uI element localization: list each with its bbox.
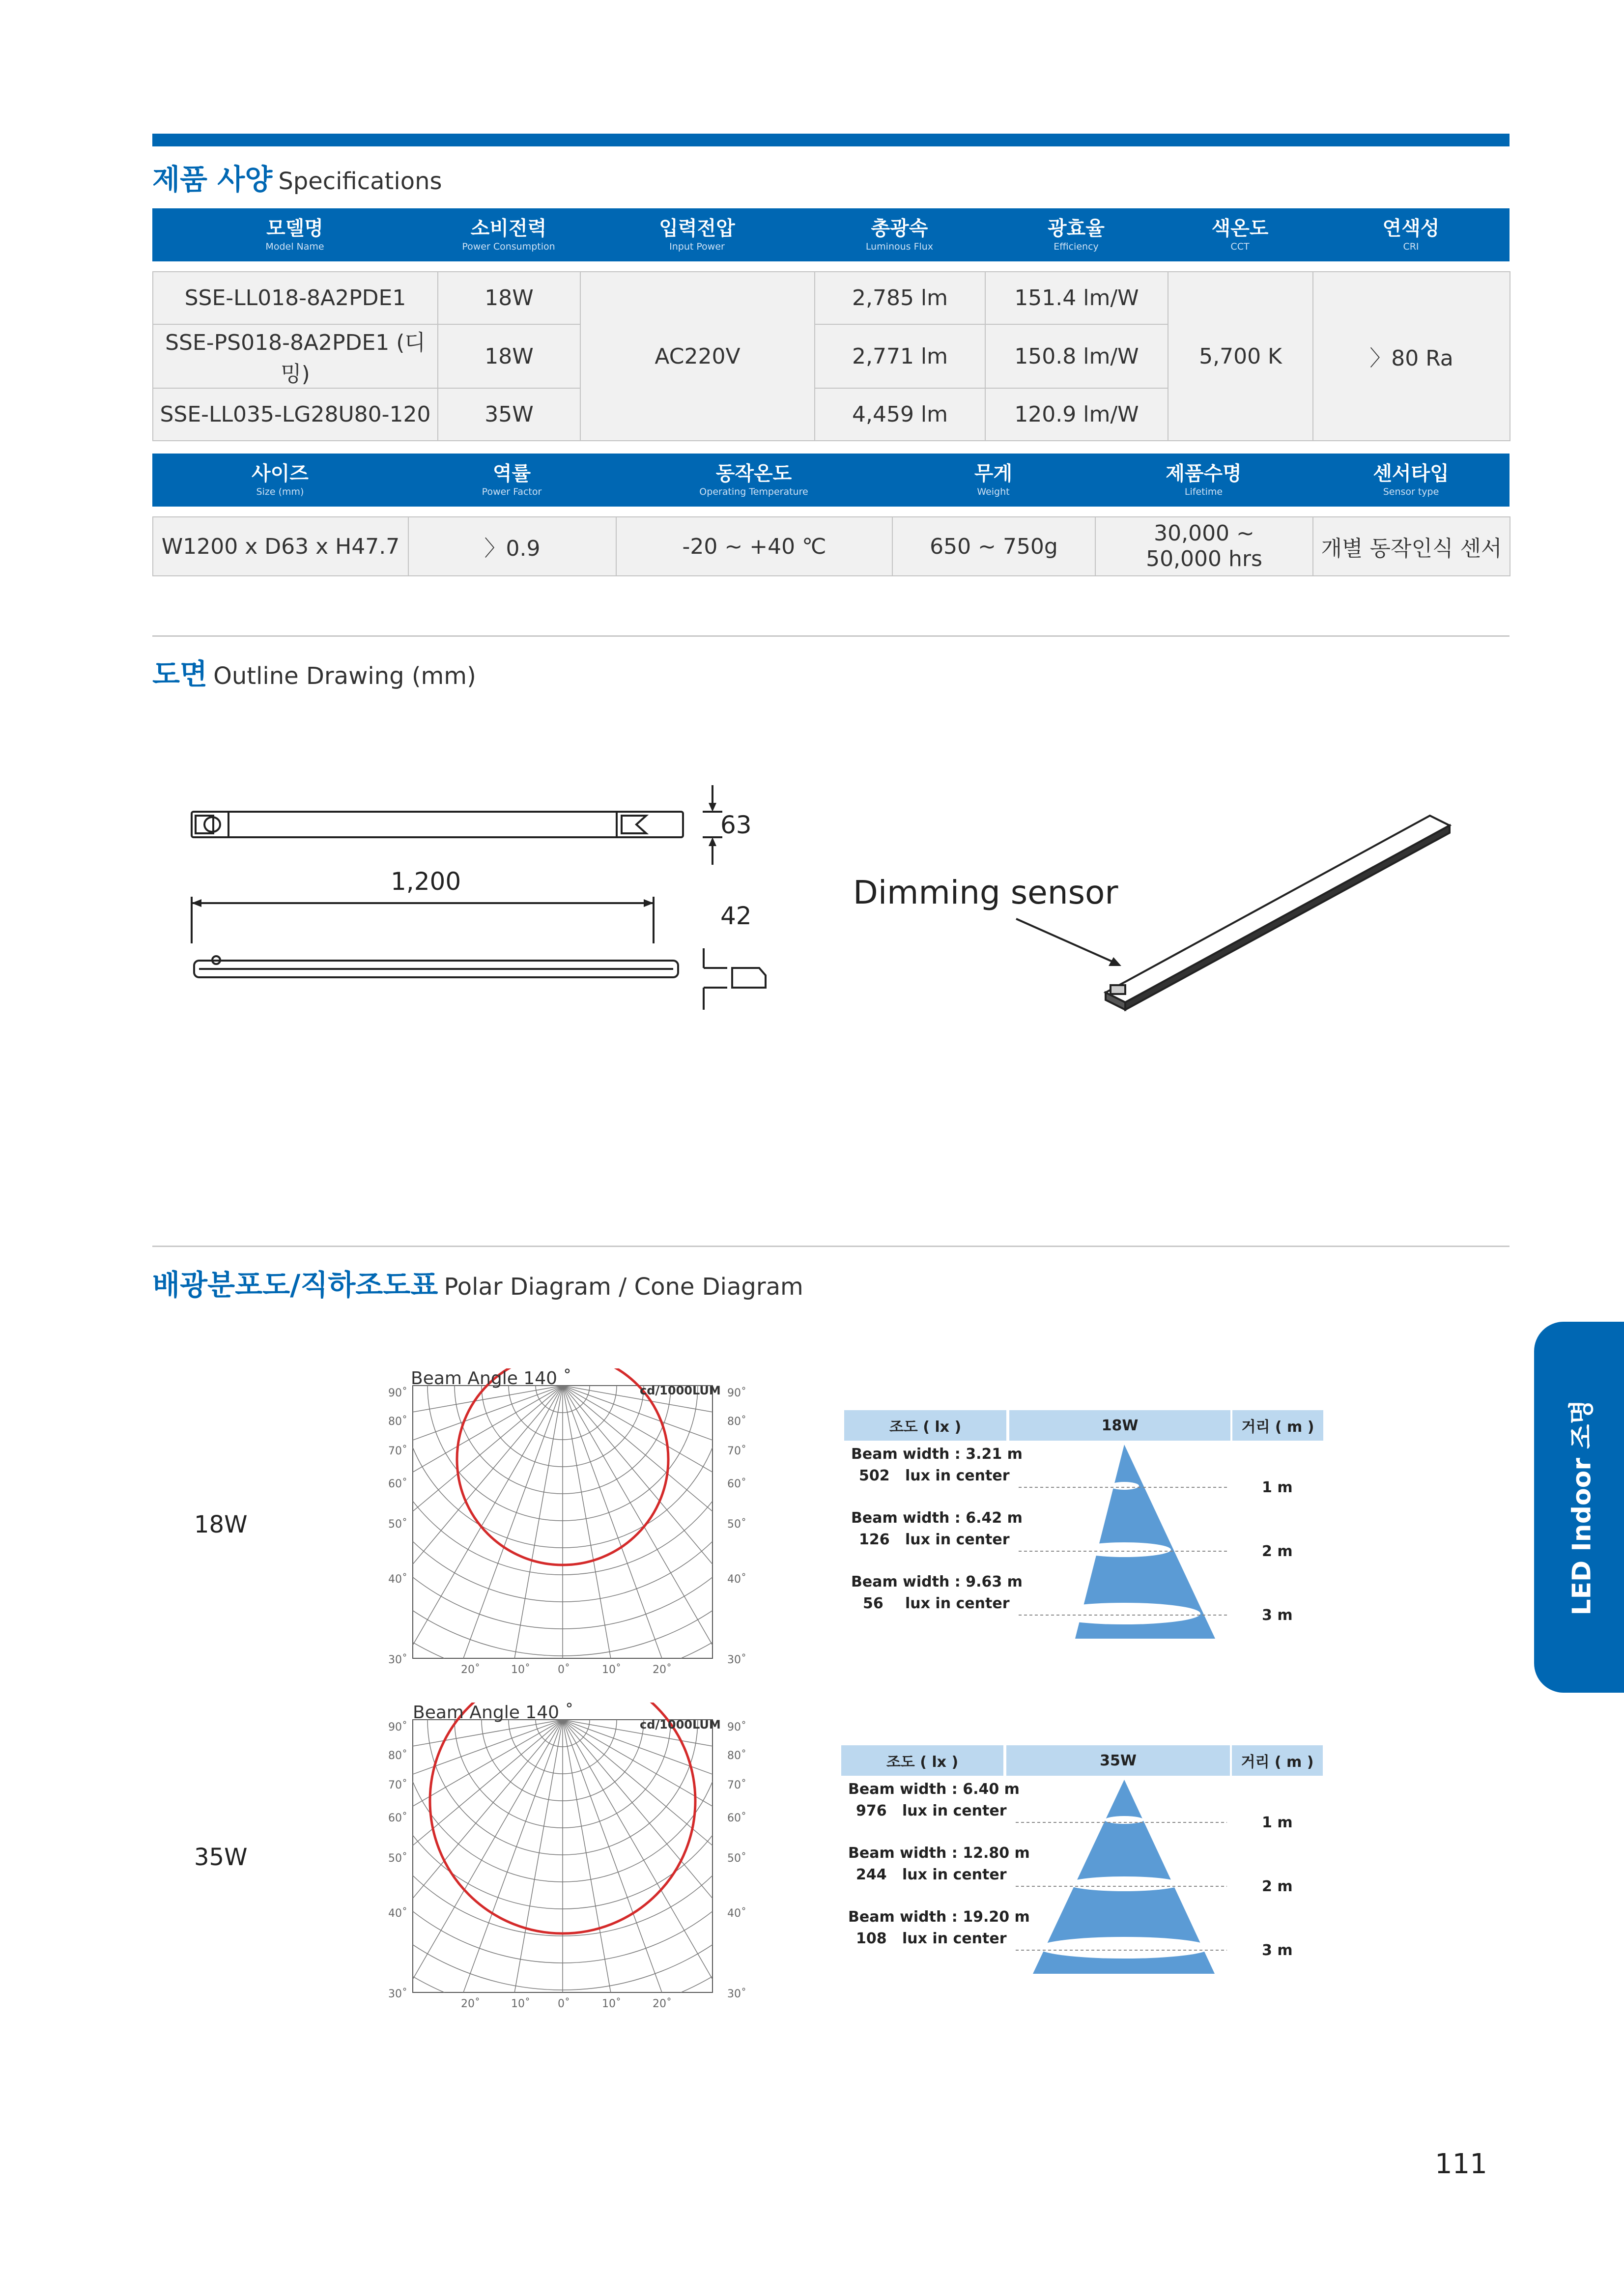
distance-1m: 1 m bbox=[1262, 1479, 1293, 1496]
category-side-tab bbox=[1534, 1322, 1624, 1693]
drawing-title-ko: 도면 bbox=[152, 657, 208, 691]
svg-text:80˚: 80˚ bbox=[388, 1750, 407, 1762]
cone-header bbox=[841, 1745, 1323, 1776]
svg-text:0˚: 0˚ bbox=[558, 1998, 570, 2010]
cell-power: 18W bbox=[438, 324, 580, 388]
dim-42: 42 bbox=[720, 902, 752, 930]
dim-1200: 1,200 bbox=[391, 867, 461, 896]
svg-text:60˚: 60˚ bbox=[388, 1478, 407, 1490]
cone-diagram-18w bbox=[844, 1410, 1323, 1641]
distance-1m: 1 m bbox=[1262, 1814, 1293, 1831]
cone-header bbox=[844, 1410, 1323, 1441]
polar-title-ko: 배광분포도/직하조도표 bbox=[152, 1268, 438, 1302]
header-flux: 총광속 Luminous Flux bbox=[865, 217, 934, 252]
lux-value-1m: 502 bbox=[859, 1467, 890, 1484]
distance-2m: 2 m bbox=[1262, 1878, 1293, 1895]
cell-lifetime: 30,000 ~ 50,000 hrs bbox=[1095, 517, 1313, 576]
lux-center-label: lux in center bbox=[902, 1866, 1007, 1883]
specs-table bbox=[152, 271, 1510, 441]
cell-cri: 〉80 Ra bbox=[1313, 324, 1510, 388]
svg-text:60˚: 60˚ bbox=[727, 1812, 746, 1824]
lux-value-3m: 108 bbox=[856, 1930, 887, 1947]
section-divider bbox=[152, 635, 1510, 637]
distance-2m: 2 m bbox=[1262, 1543, 1293, 1560]
svg-text:80˚: 80˚ bbox=[388, 1416, 407, 1428]
svg-text:60˚: 60˚ bbox=[727, 1478, 746, 1490]
beam-width-2m: Beam width : 12.80 m bbox=[848, 1845, 1030, 1862]
svg-text:90˚: 90˚ bbox=[388, 1387, 407, 1399]
cell-efficiency: 120.9 lm/W bbox=[985, 388, 1168, 441]
cell-size: W1200 x D63 x H47.7 bbox=[153, 517, 408, 576]
polar-diagram-35w bbox=[383, 1703, 767, 2019]
cell-power: 35W bbox=[438, 388, 580, 441]
cell-cct-empty bbox=[1168, 272, 1313, 324]
polar-svg-18w bbox=[383, 1368, 767, 1683]
svg-text:40˚: 40˚ bbox=[388, 1907, 407, 1920]
unit-label: cd/1000LUM bbox=[640, 1384, 721, 1397]
polar-diagram-18w bbox=[383, 1368, 767, 1685]
lux-center-label: lux in center bbox=[905, 1531, 1010, 1548]
specs-title-ko: 제품 사양 bbox=[152, 163, 273, 196]
top-accent-bar bbox=[152, 134, 1510, 146]
svg-text:70˚: 70˚ bbox=[388, 1445, 407, 1457]
header-efficiency: 광효율 Efficiency bbox=[1048, 217, 1105, 252]
cell-flux: 2,785 lm bbox=[815, 272, 985, 324]
header-temp: 동작온도 Operating Temperature bbox=[699, 462, 808, 497]
table-row bbox=[153, 517, 1510, 576]
section-divider bbox=[152, 1246, 1510, 1247]
svg-text:10˚: 10˚ bbox=[511, 1664, 530, 1676]
svg-text:40˚: 40˚ bbox=[388, 1573, 407, 1586]
header-weight: 무게 Weight bbox=[974, 462, 1013, 497]
svg-text:60˚: 60˚ bbox=[388, 1812, 407, 1824]
wattage-label-18w: 18W bbox=[194, 1511, 248, 1538]
cell-pf: 〉0.9 bbox=[408, 517, 616, 576]
cone-header-lux: 조도 ( lx ) bbox=[841, 1745, 1003, 1776]
cell-model: SSE-LL035-LG28U80-120 bbox=[153, 388, 438, 441]
beam-width-2m: Beam width : 6.42 m bbox=[851, 1509, 1023, 1527]
polar-grid bbox=[383, 1368, 767, 1683]
cell-sensor: 개별 동작인식 센서 bbox=[1313, 517, 1510, 576]
svg-text:30˚: 30˚ bbox=[727, 1654, 746, 1666]
svg-text:20˚: 20˚ bbox=[653, 1664, 672, 1676]
outline-drawing bbox=[182, 781, 796, 1022]
svg-text:90˚: 90˚ bbox=[727, 1387, 746, 1399]
svg-text:30˚: 30˚ bbox=[727, 1988, 746, 2000]
specs-table2 bbox=[152, 516, 1510, 576]
specs-table2-header bbox=[152, 454, 1510, 507]
cell-input: AC220V bbox=[580, 324, 815, 388]
cell-cct-empty bbox=[1168, 388, 1313, 441]
table-row bbox=[153, 324, 1510, 388]
svg-text:0˚: 0˚ bbox=[558, 1664, 570, 1676]
cone-header-wattage: 18W bbox=[1009, 1410, 1230, 1441]
cell-flux: 4,459 lm bbox=[815, 388, 985, 441]
lux-value-1m: 976 bbox=[856, 1802, 887, 1819]
cell-temp: -20 ~ +40 ℃ bbox=[616, 517, 892, 576]
cell-input-empty bbox=[580, 272, 815, 324]
specs-title-en: Specifications bbox=[278, 168, 442, 195]
beam-width-3m: Beam width : 9.63 m bbox=[851, 1573, 1023, 1590]
lux-value-2m: 244 bbox=[856, 1866, 887, 1883]
table-row bbox=[153, 388, 1510, 441]
beam-angle: Beam Angle 140 ˚ bbox=[411, 1368, 572, 1389]
lux-center-label: lux in center bbox=[902, 1930, 1007, 1947]
svg-text:50˚: 50˚ bbox=[727, 1518, 746, 1531]
header-input: 입력전압 Input Power bbox=[659, 217, 735, 252]
svg-text:70˚: 70˚ bbox=[727, 1779, 746, 1791]
dim-63: 63 bbox=[720, 811, 752, 839]
product-illustration bbox=[1012, 786, 1464, 1012]
svg-text:80˚: 80˚ bbox=[727, 1750, 746, 1762]
cell-efficiency: 151.4 lm/W bbox=[985, 272, 1168, 324]
beam-angle: Beam Angle 140 ˚ bbox=[413, 1703, 574, 1723]
svg-text:90˚: 90˚ bbox=[727, 1721, 746, 1733]
distance-3m: 3 m bbox=[1262, 1942, 1293, 1959]
dimming-sensor-label: Dimming sensor bbox=[853, 874, 1118, 911]
cell-power: 18W bbox=[438, 272, 580, 324]
svg-text:20˚: 20˚ bbox=[461, 1664, 480, 1676]
svg-text:50˚: 50˚ bbox=[727, 1852, 746, 1865]
cell-cri-empty bbox=[1313, 388, 1510, 441]
cone-header-lux: 조도 ( lx ) bbox=[844, 1410, 1006, 1441]
specs-table-header bbox=[152, 208, 1510, 261]
side-tab-label: LED Indoor 조명 bbox=[1567, 1399, 1596, 1616]
cell-weight: 650 ~ 750g bbox=[892, 517, 1095, 576]
lux-value-2m: 126 bbox=[859, 1531, 890, 1548]
specs-section-title bbox=[152, 156, 442, 198]
header-size: 사이즈 Size (mm) bbox=[252, 462, 309, 497]
cone-header-dist: 거리 ( m ) bbox=[1232, 1410, 1323, 1441]
cell-cct: 5,700 K bbox=[1168, 324, 1313, 388]
svg-text:70˚: 70˚ bbox=[727, 1445, 746, 1457]
svg-text:30˚: 30˚ bbox=[388, 1654, 407, 1666]
polar-section-title bbox=[152, 1262, 803, 1303]
beam-width-3m: Beam width : 19.20 m bbox=[848, 1908, 1030, 1926]
cell-flux: 2,771 lm bbox=[815, 324, 985, 388]
svg-text:50˚: 50˚ bbox=[388, 1852, 407, 1865]
drawing-title-en: Outline Drawing (mm) bbox=[213, 662, 476, 690]
cone-header-wattage: 35W bbox=[1006, 1745, 1230, 1776]
polar-svg-35w bbox=[383, 1703, 767, 2017]
polar-title-en: Polar Diagram / Cone Diagram bbox=[444, 1273, 803, 1301]
lux-center-label: lux in center bbox=[905, 1467, 1010, 1484]
svg-text:90˚: 90˚ bbox=[388, 1721, 407, 1733]
header-cct: 색온도 CCT bbox=[1211, 217, 1269, 252]
header-cri: 연색성 CRI bbox=[1382, 217, 1440, 252]
lux-center-label: lux in center bbox=[905, 1595, 1010, 1612]
unit-label: cd/1000LUM bbox=[640, 1718, 721, 1732]
distance-3m: 3 m bbox=[1262, 1607, 1293, 1624]
cell-input-empty bbox=[580, 388, 815, 441]
svg-text:10˚: 10˚ bbox=[602, 1664, 621, 1676]
drawing-section-title bbox=[152, 651, 476, 692]
svg-text:20˚: 20˚ bbox=[653, 1998, 672, 2010]
header-model: 모델명 Model Name bbox=[265, 217, 324, 252]
svg-text:10˚: 10˚ bbox=[602, 1998, 621, 2010]
svg-text:70˚: 70˚ bbox=[388, 1779, 407, 1791]
header-pf: 역률 Power Factor bbox=[482, 462, 542, 497]
svg-text:20˚: 20˚ bbox=[461, 1998, 480, 2010]
header-sensor: 센서타입 Sensor type bbox=[1373, 462, 1449, 497]
cell-efficiency: 150.8 lm/W bbox=[985, 324, 1168, 388]
svg-text:30˚: 30˚ bbox=[388, 1988, 407, 2000]
page-number: 111 bbox=[1435, 2148, 1487, 2180]
cell-cri-empty bbox=[1313, 272, 1510, 324]
table-row bbox=[153, 272, 1510, 324]
cone-header-dist: 거리 ( m ) bbox=[1232, 1745, 1323, 1776]
svg-text:50˚: 50˚ bbox=[388, 1518, 407, 1531]
svg-text:10˚: 10˚ bbox=[511, 1998, 530, 2010]
svg-text:40˚: 40˚ bbox=[727, 1907, 746, 1920]
lux-value-3m: 56 bbox=[863, 1595, 883, 1612]
cone-diagram-35w bbox=[841, 1745, 1323, 1976]
svg-text:40˚: 40˚ bbox=[727, 1573, 746, 1586]
cell-model: SSE-PS018-8A2PDE1 (디밍) bbox=[153, 324, 438, 388]
beam-width-1m: Beam width : 3.21 m bbox=[851, 1446, 1023, 1463]
header-power: 소비전력 Power Consumption bbox=[462, 217, 555, 252]
wattage-label-35w: 35W bbox=[194, 1844, 248, 1871]
cell-model: SSE-LL018-8A2PDE1 bbox=[153, 272, 438, 324]
lux-center-label: lux in center bbox=[902, 1802, 1007, 1819]
beam-width-1m: Beam width : 6.40 m bbox=[848, 1781, 1020, 1798]
svg-text:80˚: 80˚ bbox=[727, 1416, 746, 1428]
header-lifetime: 제품수명 Lifetime bbox=[1166, 462, 1242, 497]
